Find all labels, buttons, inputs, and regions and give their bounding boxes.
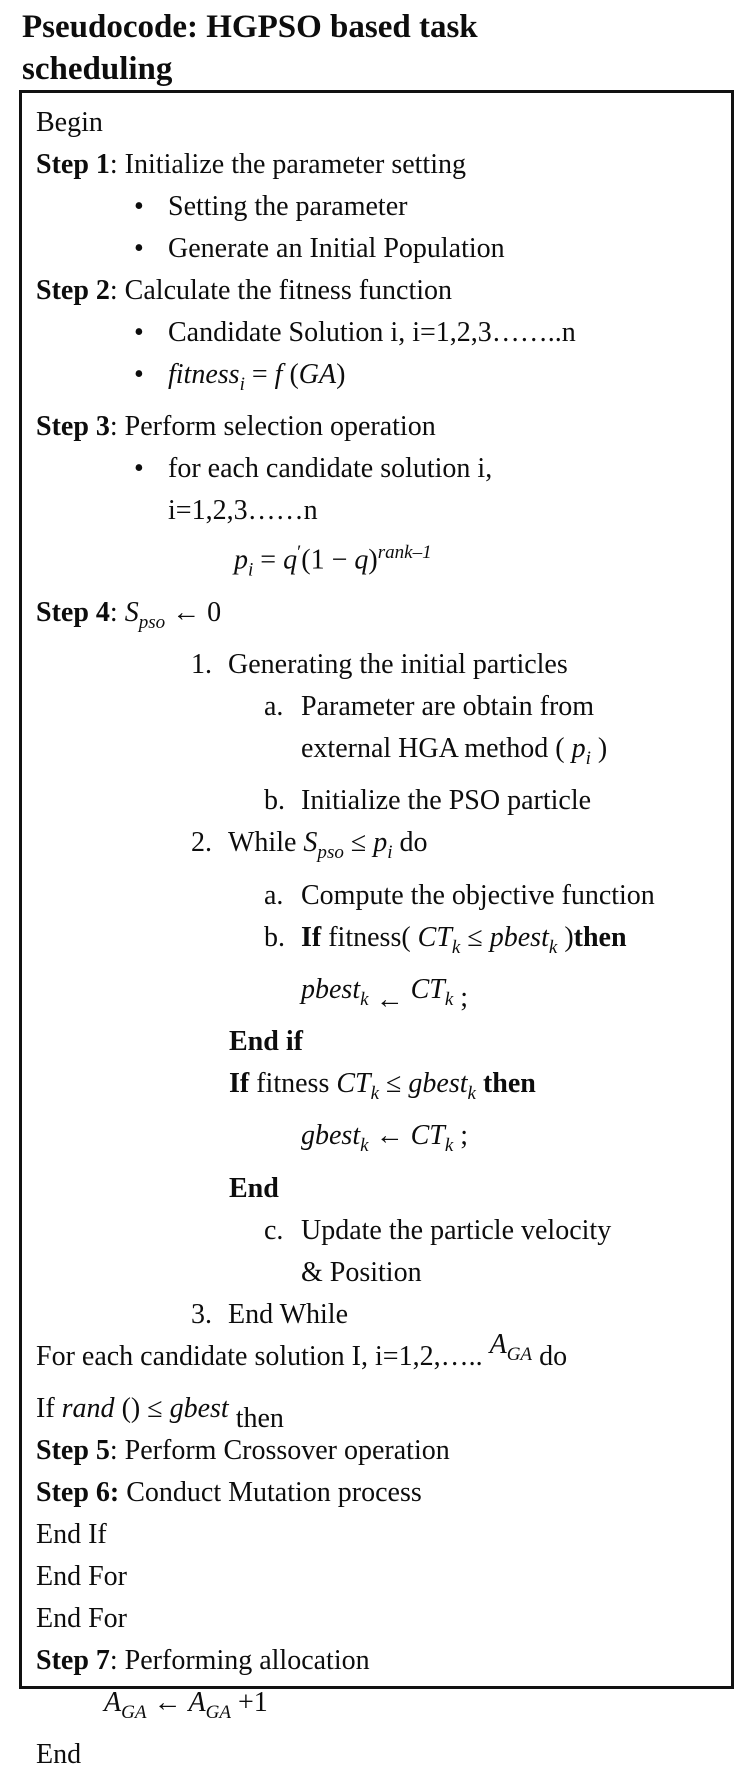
figure-title — [0, 0, 751, 90]
code-text: for each candidate solution i, — [168, 453, 493, 485]
code-text: : Calculate the fitness function — [109, 275, 453, 306]
code-text: k — [360, 1135, 369, 1157]
code-text: rank–1 — [377, 542, 432, 564]
code-text: p — [234, 544, 248, 576]
pseudocode-line — [22, 875, 731, 917]
pseudocode-line — [22, 1210, 731, 1252]
code-text: End For — [36, 1602, 127, 1634]
code-text: : Perform Crossover operation — [109, 1434, 450, 1466]
code-text: ; — [453, 981, 469, 1013]
code-text: Update the particle velocity — [301, 1214, 612, 1246]
list-marker: c. — [264, 1214, 284, 1246]
list-marker: 1. — [191, 649, 212, 681]
code-text: ≤ — [343, 827, 374, 859]
code-text: then — [573, 921, 627, 953]
pseudocode-line — [22, 1388, 731, 1434]
code-text: Step 4 — [36, 596, 110, 628]
code-text: ← 0 — [165, 596, 222, 628]
pseudocode-line — [22, 1556, 731, 1598]
code-text: : Perform selection operation — [109, 411, 436, 443]
code-text: While — [228, 827, 304, 859]
code-text: GA — [298, 359, 337, 390]
pseudocode-line — [22, 354, 731, 406]
code-text: Candidate Solution i, i=1,2,3……..n — [168, 317, 576, 348]
list-marker: b. — [264, 785, 285, 817]
pseudocode-line — [22, 1115, 731, 1167]
list-marker: a. — [264, 879, 284, 911]
pseudocode-line — [22, 1598, 731, 1640]
pseudocode-line — [22, 144, 731, 186]
figure-title-line1: Pseudocode: HGPSO based task — [22, 9, 478, 45]
code-text: k — [467, 1083, 476, 1105]
code-text: pbest — [301, 973, 361, 1005]
list-marker: 2. — [191, 827, 212, 859]
code-text: If — [229, 1068, 250, 1100]
code-text: & Position — [301, 1256, 422, 1288]
code-text: GA — [506, 1343, 533, 1365]
code-text: then — [482, 1068, 536, 1100]
code-text: i — [387, 842, 393, 864]
code-text: ≤ — [460, 921, 490, 953]
bullet-marker: • — [134, 191, 144, 222]
code-text: ) — [368, 544, 378, 576]
pseudocode-line — [22, 102, 731, 144]
code-text: : Performing allocation — [109, 1644, 370, 1676]
code-text: ) — [590, 733, 608, 765]
pseudocode-line — [22, 969, 731, 1021]
code-text: i — [585, 748, 591, 770]
code-text: gbest — [169, 1392, 229, 1424]
code-text: fitness( — [321, 921, 418, 953]
code-text: Generating the initial particles — [228, 649, 568, 681]
pseudocode-line — [22, 1514, 731, 1556]
code-text: End — [229, 1172, 279, 1204]
code-text: Step 1 — [36, 149, 110, 180]
code-text: (1 − — [301, 544, 355, 576]
code-text — [404, 974, 411, 1005]
code-text: : Initialize the parameter setting — [109, 149, 466, 180]
code-text: If — [36, 1392, 62, 1424]
pseudocode-line — [22, 406, 731, 448]
pseudocode-line — [22, 917, 731, 969]
pseudocode-line — [22, 1168, 731, 1210]
code-text: S — [303, 827, 318, 859]
code-text: external HGA method ( — [301, 733, 572, 765]
code-text — [476, 1068, 483, 1099]
code-text: fitness — [168, 359, 240, 390]
code-text: CT — [410, 1120, 445, 1152]
pseudocode-line — [22, 1734, 731, 1776]
code-text: Step 5 — [36, 1434, 110, 1466]
code-text: ) — [557, 921, 574, 953]
code-text: gbest — [301, 1120, 361, 1152]
code-text: Step 6: — [36, 1476, 120, 1508]
code-text: do — [392, 827, 428, 859]
code-text: : — [109, 596, 125, 628]
code-text: If — [301, 921, 322, 953]
code-text: Setting the parameter — [168, 191, 408, 222]
pseudocode-line — [22, 270, 731, 312]
code-text: Step 3 — [36, 411, 110, 443]
pseudocode-line — [22, 532, 731, 592]
code-text: For each candidate solution I, i=1,2,….. — [36, 1340, 490, 1372]
pseudocode-line — [22, 728, 731, 780]
code-text: then — [235, 1402, 284, 1434]
code-text: +1 — [230, 1686, 268, 1718]
code-text: End if — [229, 1026, 303, 1058]
code-text — [229, 1393, 236, 1424]
code-text: pso — [138, 612, 166, 634]
code-text: Generate an Initial Population — [168, 233, 505, 264]
code-text: i — [248, 559, 254, 581]
code-text: p — [571, 733, 586, 765]
pseudocode-box — [19, 90, 734, 1771]
code-text: ) — [336, 359, 346, 390]
pseudocode-line — [22, 490, 731, 532]
code-text: k — [548, 936, 558, 958]
code-text: ← — [368, 1120, 411, 1152]
list-marker: b. — [264, 921, 285, 953]
code-text: p — [373, 827, 388, 859]
bullet-marker: • — [134, 233, 144, 264]
code-text: q — [354, 544, 369, 576]
pseudocode-line — [22, 186, 731, 228]
code-text: pso — [317, 842, 344, 864]
code-text: k — [444, 1135, 454, 1157]
code-text: CT — [336, 1068, 371, 1100]
pseudocode-line — [22, 644, 731, 686]
code-text: k — [370, 1083, 380, 1105]
pseudocode-line — [22, 1682, 731, 1734]
figure-title-line2: scheduling — [22, 51, 173, 87]
code-text: End If — [36, 1518, 107, 1550]
code-text: gbest — [408, 1068, 468, 1100]
code-text: ′ — [297, 542, 302, 564]
pseudocode-line — [22, 1640, 731, 1682]
pseudocode-line — [22, 1063, 731, 1115]
code-text: End For — [36, 1560, 127, 1592]
code-text: ; — [453, 1120, 469, 1152]
code-text: A — [104, 1686, 122, 1718]
bullet-marker: • — [134, 359, 144, 390]
code-text: k — [444, 989, 454, 1011]
pseudocode-line — [22, 1328, 731, 1388]
code-text: A — [188, 1686, 206, 1718]
code-text: i — [239, 374, 245, 396]
code-text: ← — [368, 983, 404, 1015]
code-text: GA — [121, 1702, 147, 1724]
code-text: End — [36, 1739, 82, 1771]
code-text: CT — [417, 921, 452, 953]
pseudocode-line — [22, 686, 731, 728]
pseudocode-line — [22, 448, 731, 490]
code-text: Compute the objective function — [301, 879, 655, 911]
code-text: fitness — [249, 1068, 337, 1100]
code-text: ( — [282, 359, 299, 390]
code-text: () ≤ — [114, 1392, 170, 1424]
code-text: CT — [410, 973, 445, 1005]
code-text: S — [124, 596, 139, 628]
pseudocode-line — [22, 1472, 731, 1514]
pseudocode-lines — [22, 102, 731, 1776]
code-text: ← — [146, 1686, 189, 1718]
code-text: Step 7 — [36, 1644, 110, 1676]
pseudocode-line — [22, 1430, 731, 1472]
code-text: pbest — [489, 921, 549, 953]
pseudocode-line — [22, 822, 731, 874]
code-text: q — [283, 544, 298, 576]
code-text: GA — [205, 1702, 231, 1724]
pseudocode-line — [22, 1021, 731, 1063]
code-text: f — [274, 359, 283, 390]
pseudocode-line — [22, 312, 731, 354]
code-text: Parameter are obtain from — [301, 691, 595, 723]
code-text: = — [253, 544, 284, 576]
code-text: do — [532, 1340, 568, 1372]
list-marker: a. — [264, 691, 284, 723]
code-text: i=1,2,3……n — [168, 495, 318, 527]
code-text: ≤ — [379, 1068, 409, 1100]
code-text: rand — [61, 1392, 115, 1424]
code-text: End While — [228, 1298, 349, 1330]
code-text: Step 2 — [36, 275, 110, 306]
code-text: A — [489, 1328, 507, 1360]
code-text: = — [244, 359, 275, 390]
code-text: Initialize the PSO particle — [301, 785, 592, 817]
pseudocode-line — [22, 780, 731, 822]
pseudocode-line — [22, 1294, 731, 1336]
bullet-marker: • — [134, 453, 144, 485]
pseudocode-line — [22, 1252, 731, 1294]
code-text: Begin — [36, 107, 103, 138]
code-text: Conduct Mutation process — [119, 1476, 422, 1508]
pseudocode-line — [22, 228, 731, 270]
code-text: k — [451, 936, 461, 958]
list-marker: 3. — [191, 1298, 212, 1330]
code-text: k — [360, 989, 369, 1011]
bullet-marker: • — [134, 317, 144, 348]
pseudocode-line — [22, 592, 731, 644]
